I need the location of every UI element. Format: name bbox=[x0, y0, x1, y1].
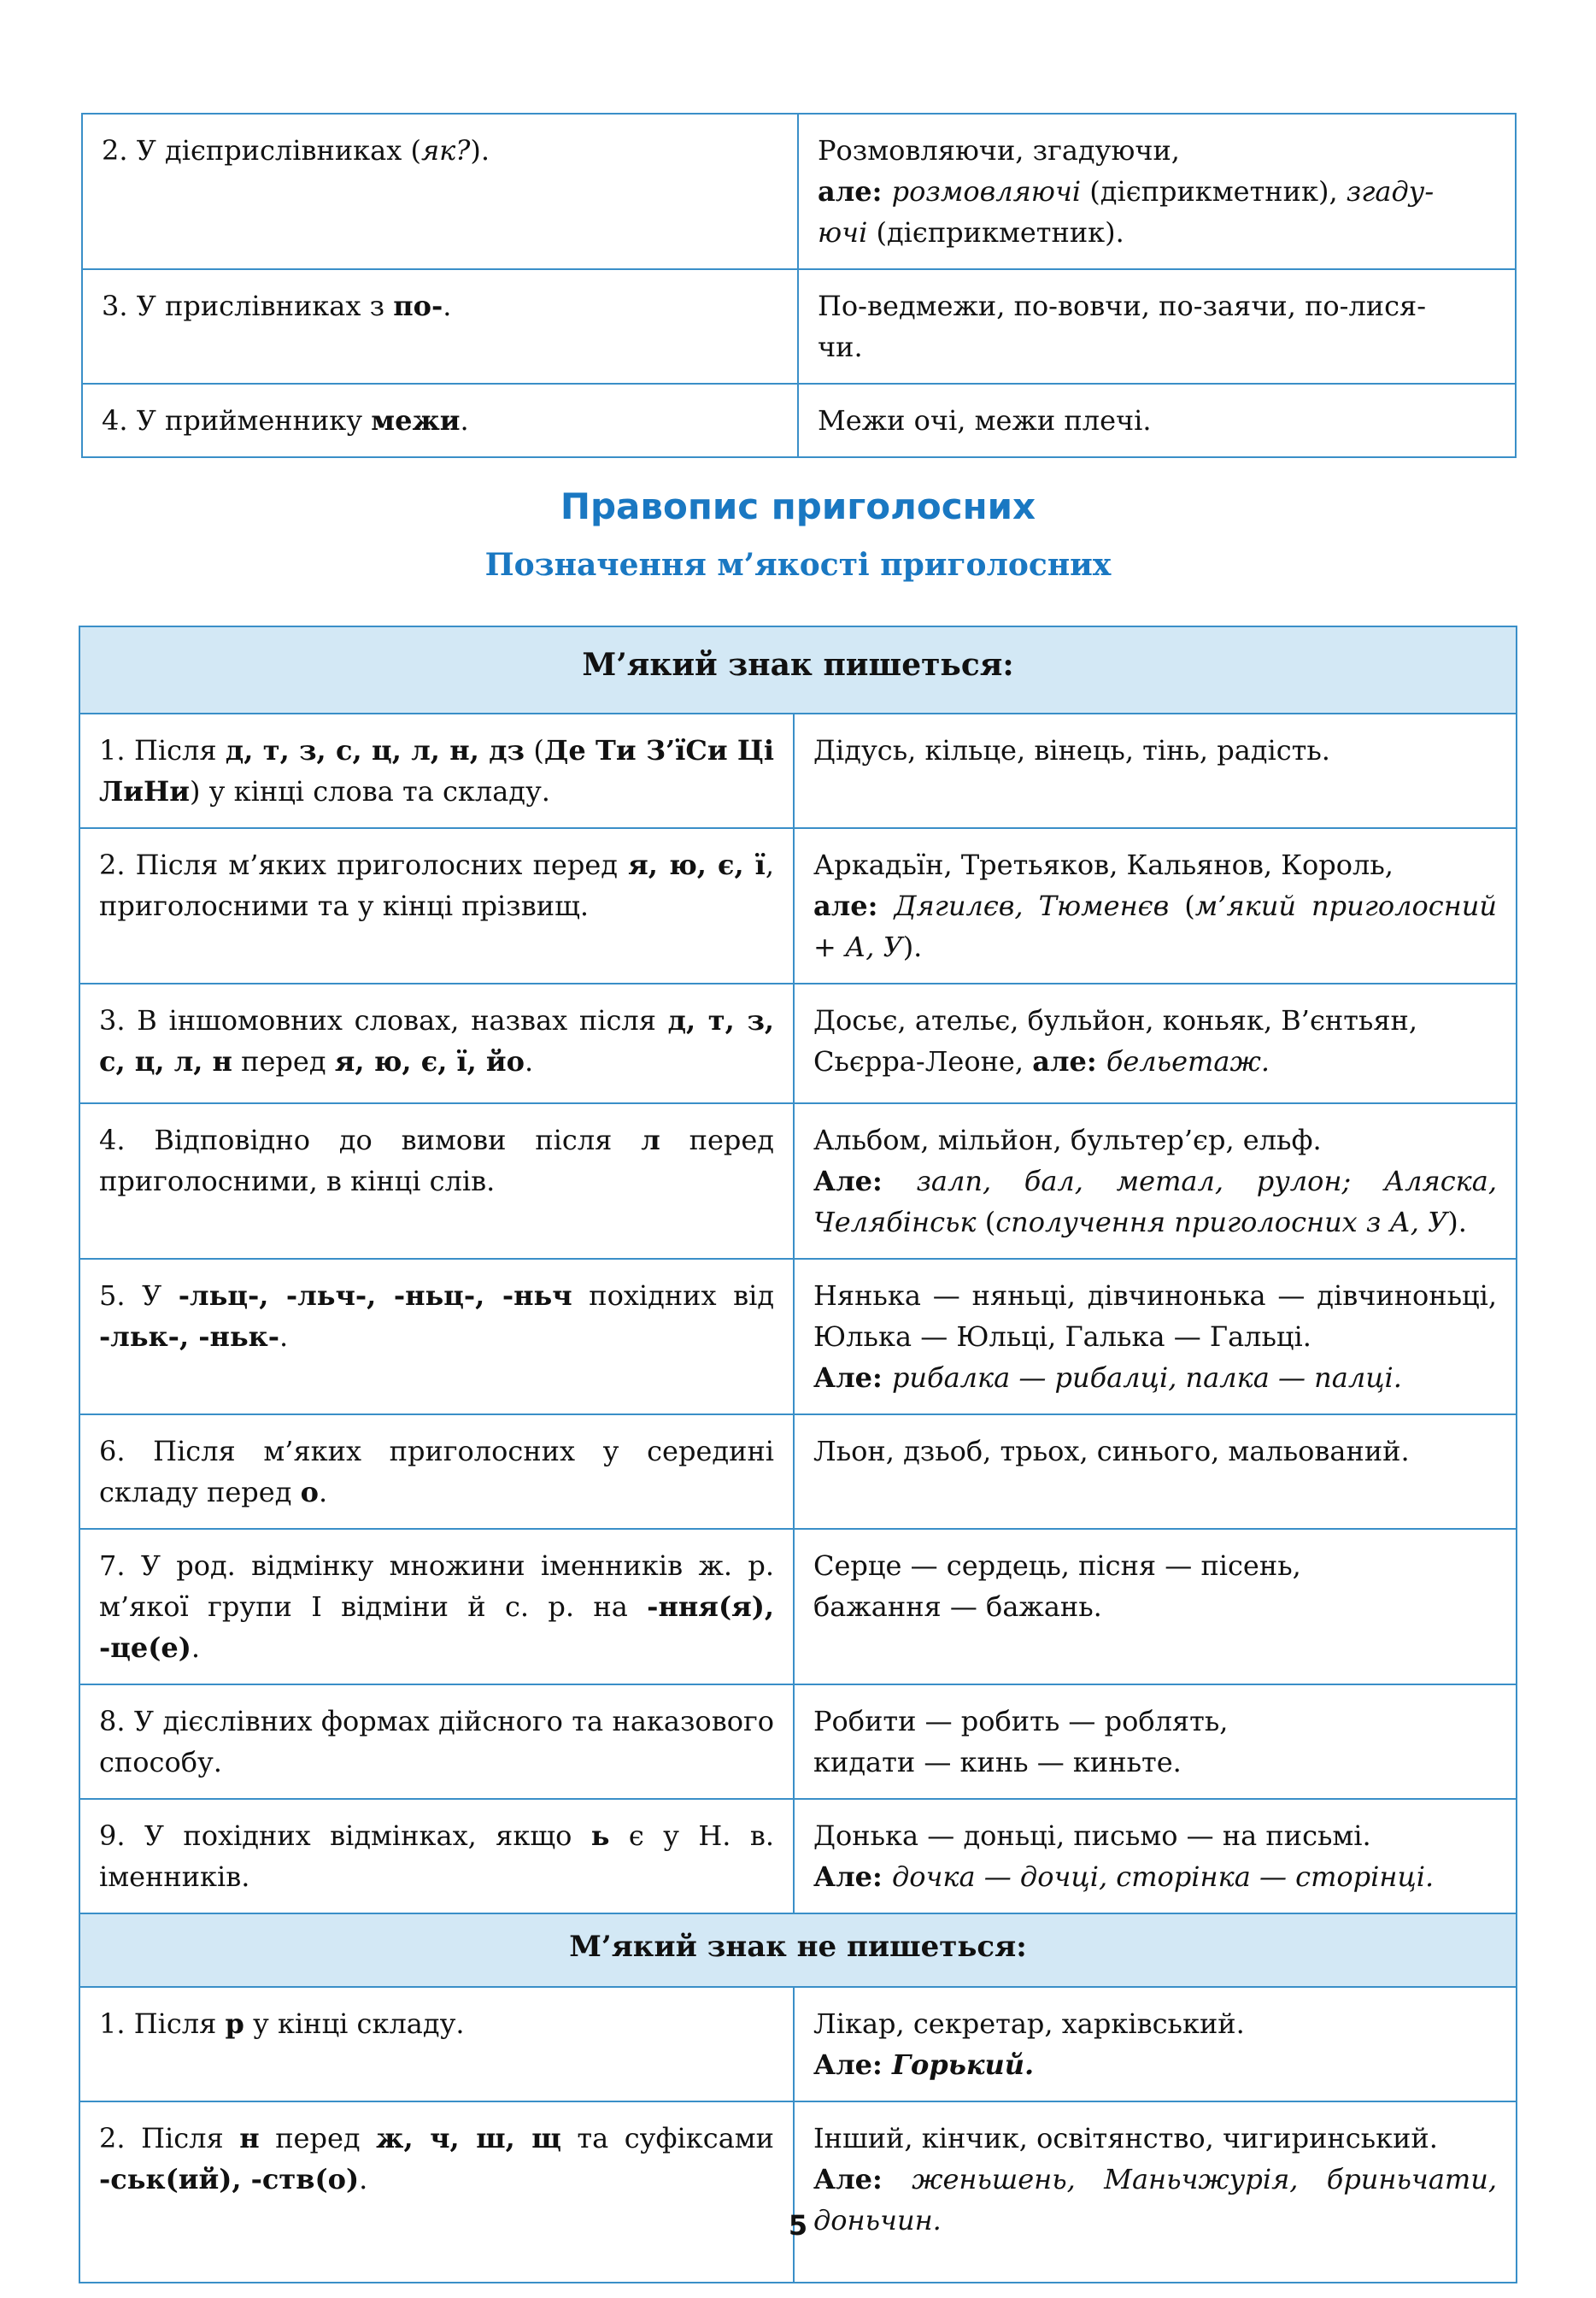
rule-cell: 5. У -льц-, -льч-, -ньц-, -ньч похідних від -льк-, -ньк-. bbox=[79, 1259, 794, 1414]
table-row bbox=[79, 1529, 1517, 1684]
example-cell: Нянька — няньці, дівчинонька — дівчиноньці, Юлька — Юльці, Галька — Гальці. Але: рибалка — рибалці, палка — палці. bbox=[794, 1259, 1517, 1414]
table-row bbox=[79, 1684, 1517, 1799]
rule-cell: 7. У род. відмінку множини іменників ж. р. м’якої групи І відміни й с. р. на -ння(я), -це(е). bbox=[79, 1529, 794, 1684]
rule-cell: 4. Відповідно до вимови після л перед приголосними, в кінці слів. bbox=[79, 1103, 794, 1259]
rule-cell: 1. Після д, т, з, с, ц, л, н, дз (Де Ти З’їСи Ці ЛиНи) у кінці слова та складу. bbox=[79, 714, 794, 828]
top-table bbox=[81, 113, 1517, 458]
example-cell: Аркадьїн, Третьяков, Кальянов, Король, але: Дягилєв, Тюменєв (м’який приголосний + А, У). bbox=[794, 828, 1517, 984]
table-row bbox=[82, 114, 1516, 269]
table-row bbox=[79, 1799, 1517, 1913]
table-row bbox=[79, 1987, 1517, 2101]
table-header-row bbox=[79, 1913, 1517, 1987]
table-row bbox=[82, 384, 1516, 457]
table-row bbox=[79, 1259, 1517, 1414]
rule-cell: 2. Після н перед ж, ч, ш, щ та суфіксами -ськ(ий), -ств(о). bbox=[79, 2101, 794, 2283]
table-row bbox=[79, 984, 1517, 1103]
example-cell: Лікар, секретар, харківський. Але: Горький. bbox=[794, 1987, 1517, 2101]
example-cell: Серце — сердець, пісня — пісень, бажання — бажань. bbox=[794, 1529, 1517, 1684]
table-row bbox=[79, 2101, 1517, 2283]
table-header-row bbox=[79, 626, 1517, 714]
table-row bbox=[79, 828, 1517, 984]
table-row bbox=[79, 714, 1517, 828]
example-cell: По-ведмежи, по-вовчи, по-заячи, по-лися- чи. bbox=[798, 269, 1516, 384]
table-row bbox=[79, 1103, 1517, 1259]
rule-cell: 8. У дієслівних формах дійсного та наказового способу. bbox=[79, 1684, 794, 1799]
example-cell: Льон, дзьоб, трьох, синього, мальований. bbox=[794, 1414, 1517, 1529]
rule-cell: 2. Після м’яких приголосних перед я, ю, є, ї, приголосними та у кінці прізвищ. bbox=[79, 828, 794, 984]
rule-cell: 1. Після р у кінці складу. bbox=[79, 1987, 794, 2101]
example-cell: Межи очі, межи плечі. bbox=[798, 384, 1516, 457]
header-written: М’який знак пишеться: bbox=[79, 626, 1517, 714]
example-cell: Розмовляючи, згадуючи, але: розмовляючі (дієприкметник), згаду- ючі (дієприкметник). bbox=[798, 114, 1516, 269]
rule-cell: 4. У прийменнику межи. bbox=[82, 384, 798, 457]
rule-cell: 6. Після м’яких приголосних у середині складу перед о. bbox=[79, 1414, 794, 1529]
header-not-written: М’який знак не пишеться: bbox=[79, 1913, 1517, 1987]
section-title: Правопис приголосних bbox=[560, 485, 1036, 527]
rule-cell: 2. У дієприслівниках (як?). bbox=[82, 114, 798, 269]
example-cell: Інший, кінчик, освітянство, чигиринський. Але: женьшень, Маньчжурія, бриньчати, доньчин. bbox=[794, 2101, 1517, 2283]
example-cell: Робити — робить — роблять, кидати — кинь — киньте. bbox=[794, 1684, 1517, 1799]
page-number: 5 bbox=[788, 2209, 808, 2242]
table-row bbox=[79, 1414, 1517, 1529]
rule-cell: 3. В іншомовних словах, назвах після д, т, з, с, ц, л, н перед я, ю, є, ї, йо. bbox=[79, 984, 794, 1103]
rule-cell: 3. У прислівниках з по-. bbox=[82, 269, 798, 384]
example-cell: Досьє, ательє, бульйон, коньяк, В’єнтьян, Сьєрра-Леоне, але: бельетаж. bbox=[794, 984, 1517, 1103]
example-cell: Донька — доньці, письмо — на письмі. Але: дочка — дочці, сторінка — сторінці. bbox=[794, 1799, 1517, 1913]
example-cell: Дідусь, кільце, вінець, тінь, радість. bbox=[794, 714, 1517, 828]
table-row bbox=[82, 269, 1516, 384]
example-cell: Альбом, мільйон, бультер’єр, ельф. Але: залп, бал, метал, рулон; Аляска, Челябінськ (сполучення приголосних з А, У). bbox=[794, 1103, 1517, 1259]
soft-sign-table bbox=[79, 626, 1517, 2283]
rule-cell: 9. У похідних відмінках, якщо ь є у Н. в. іменників. bbox=[79, 1799, 794, 1913]
subsection-title: Позначення м’якості приголосних bbox=[484, 547, 1112, 583]
